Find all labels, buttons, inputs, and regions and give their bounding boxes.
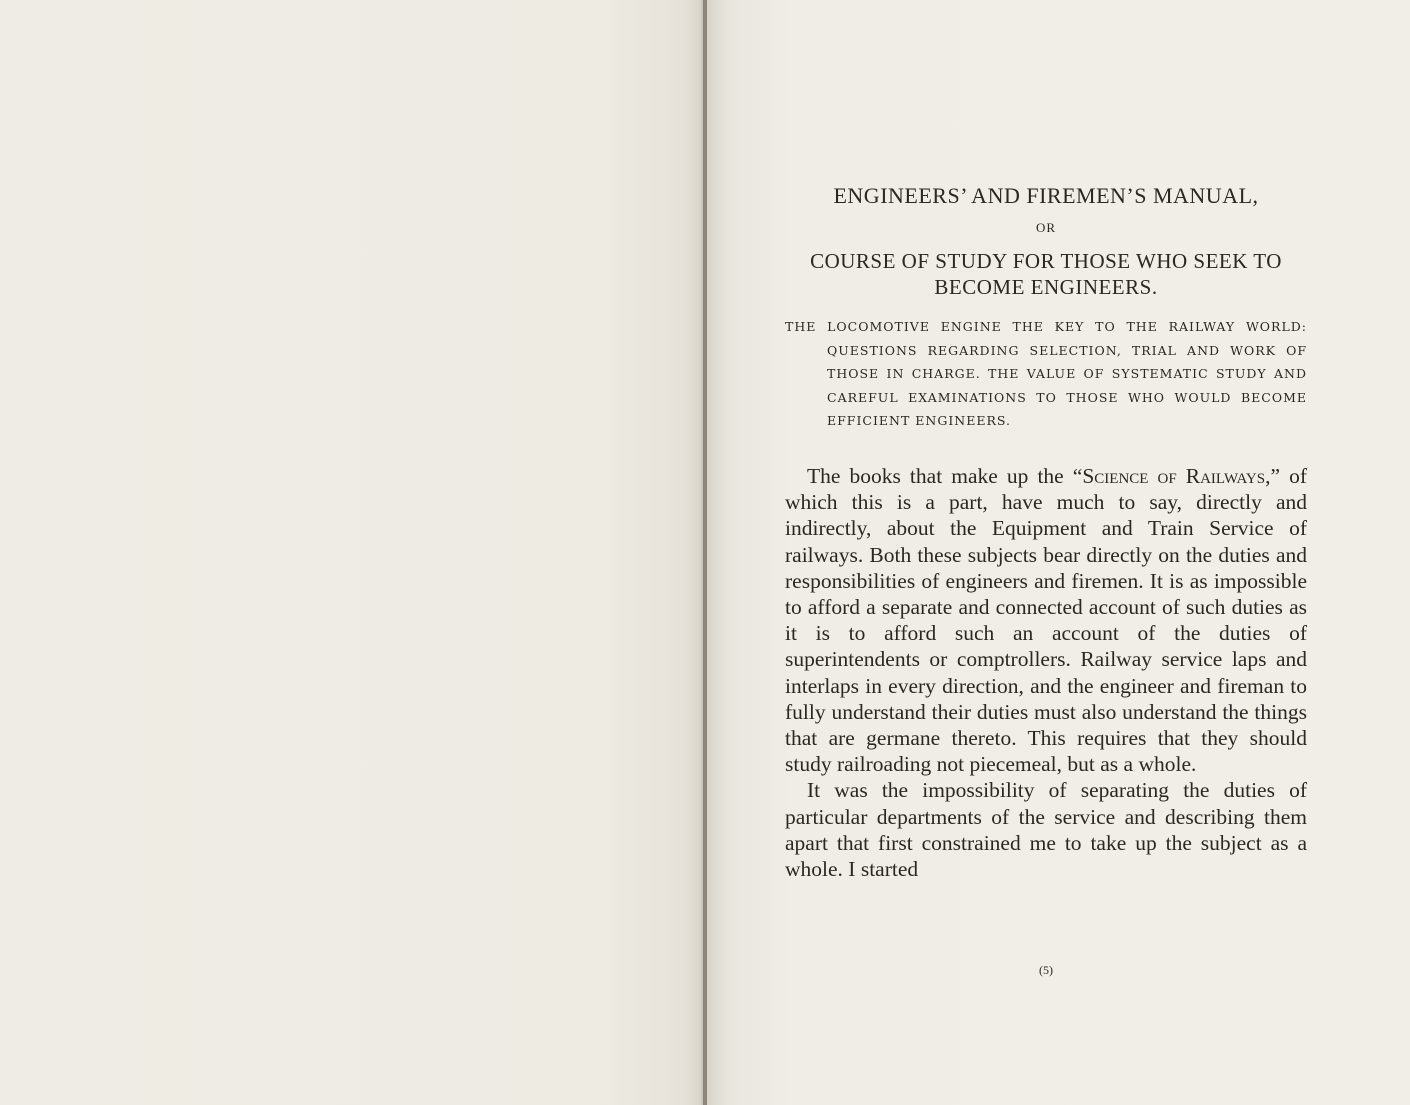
title-or: OR	[1035, 220, 1057, 235]
chapter-title: ENGINEERS’ AND FIREMEN’S MANUAL,	[833, 183, 1259, 208]
subtitle-line-1: COURSE OF STUDY FOR THOSE WHO SEEK TO	[810, 249, 1282, 273]
left-page-blank	[0, 0, 703, 1105]
page-number: (5)	[1039, 963, 1053, 977]
right-page	[707, 0, 1410, 1105]
chapter-subtitle	[785, 248, 1307, 300]
series-title: Science of Railways	[1082, 464, 1266, 488]
chapter-summary: THE LOCOMOTIVE ENGINE THE KEY TO THE RAILWAY WORLD: QUESTIONS REGARDING SELECTION, TRIAL AND WORK OF THOSE IN CHARGE. THE VALUE OF SYSTEMATIC STUDY AND CAREFUL EXAMINATIONS TO THOSE WHO WOULD BECOME EFFICIENT ENGINEERS.	[785, 319, 1307, 428]
para1-rest: ,” of which this is a part, have much to say, directly and indirectly, about the Equipment and Train Service of railways. Both these subjects bear directly on the duties and responsibilities of engineers and firemen. It is as impossible to afford a separate and connected account of such duties as it is to afford such an account of the duties of superintendents or comptrollers. Railway service laps and interlaps in every direction, and the engineer and fireman to fully understand their duties must also understand the things that are germane thereto. This requires that they should study railroading not piecemeal, but as a whole.	[785, 464, 1308, 777]
paragraph-2: It was the impossibility of separating the duties of particular departments of the service and describing them apart that first constrained me to take up the subject as a whole. I started	[785, 778, 1307, 882]
body-text	[785, 463, 1307, 882]
subtitle-line-2: BECOME ENGINEERS.	[934, 275, 1158, 299]
para1-start: The books that make up the “	[807, 464, 1083, 488]
paragraph-1	[785, 463, 1307, 777]
